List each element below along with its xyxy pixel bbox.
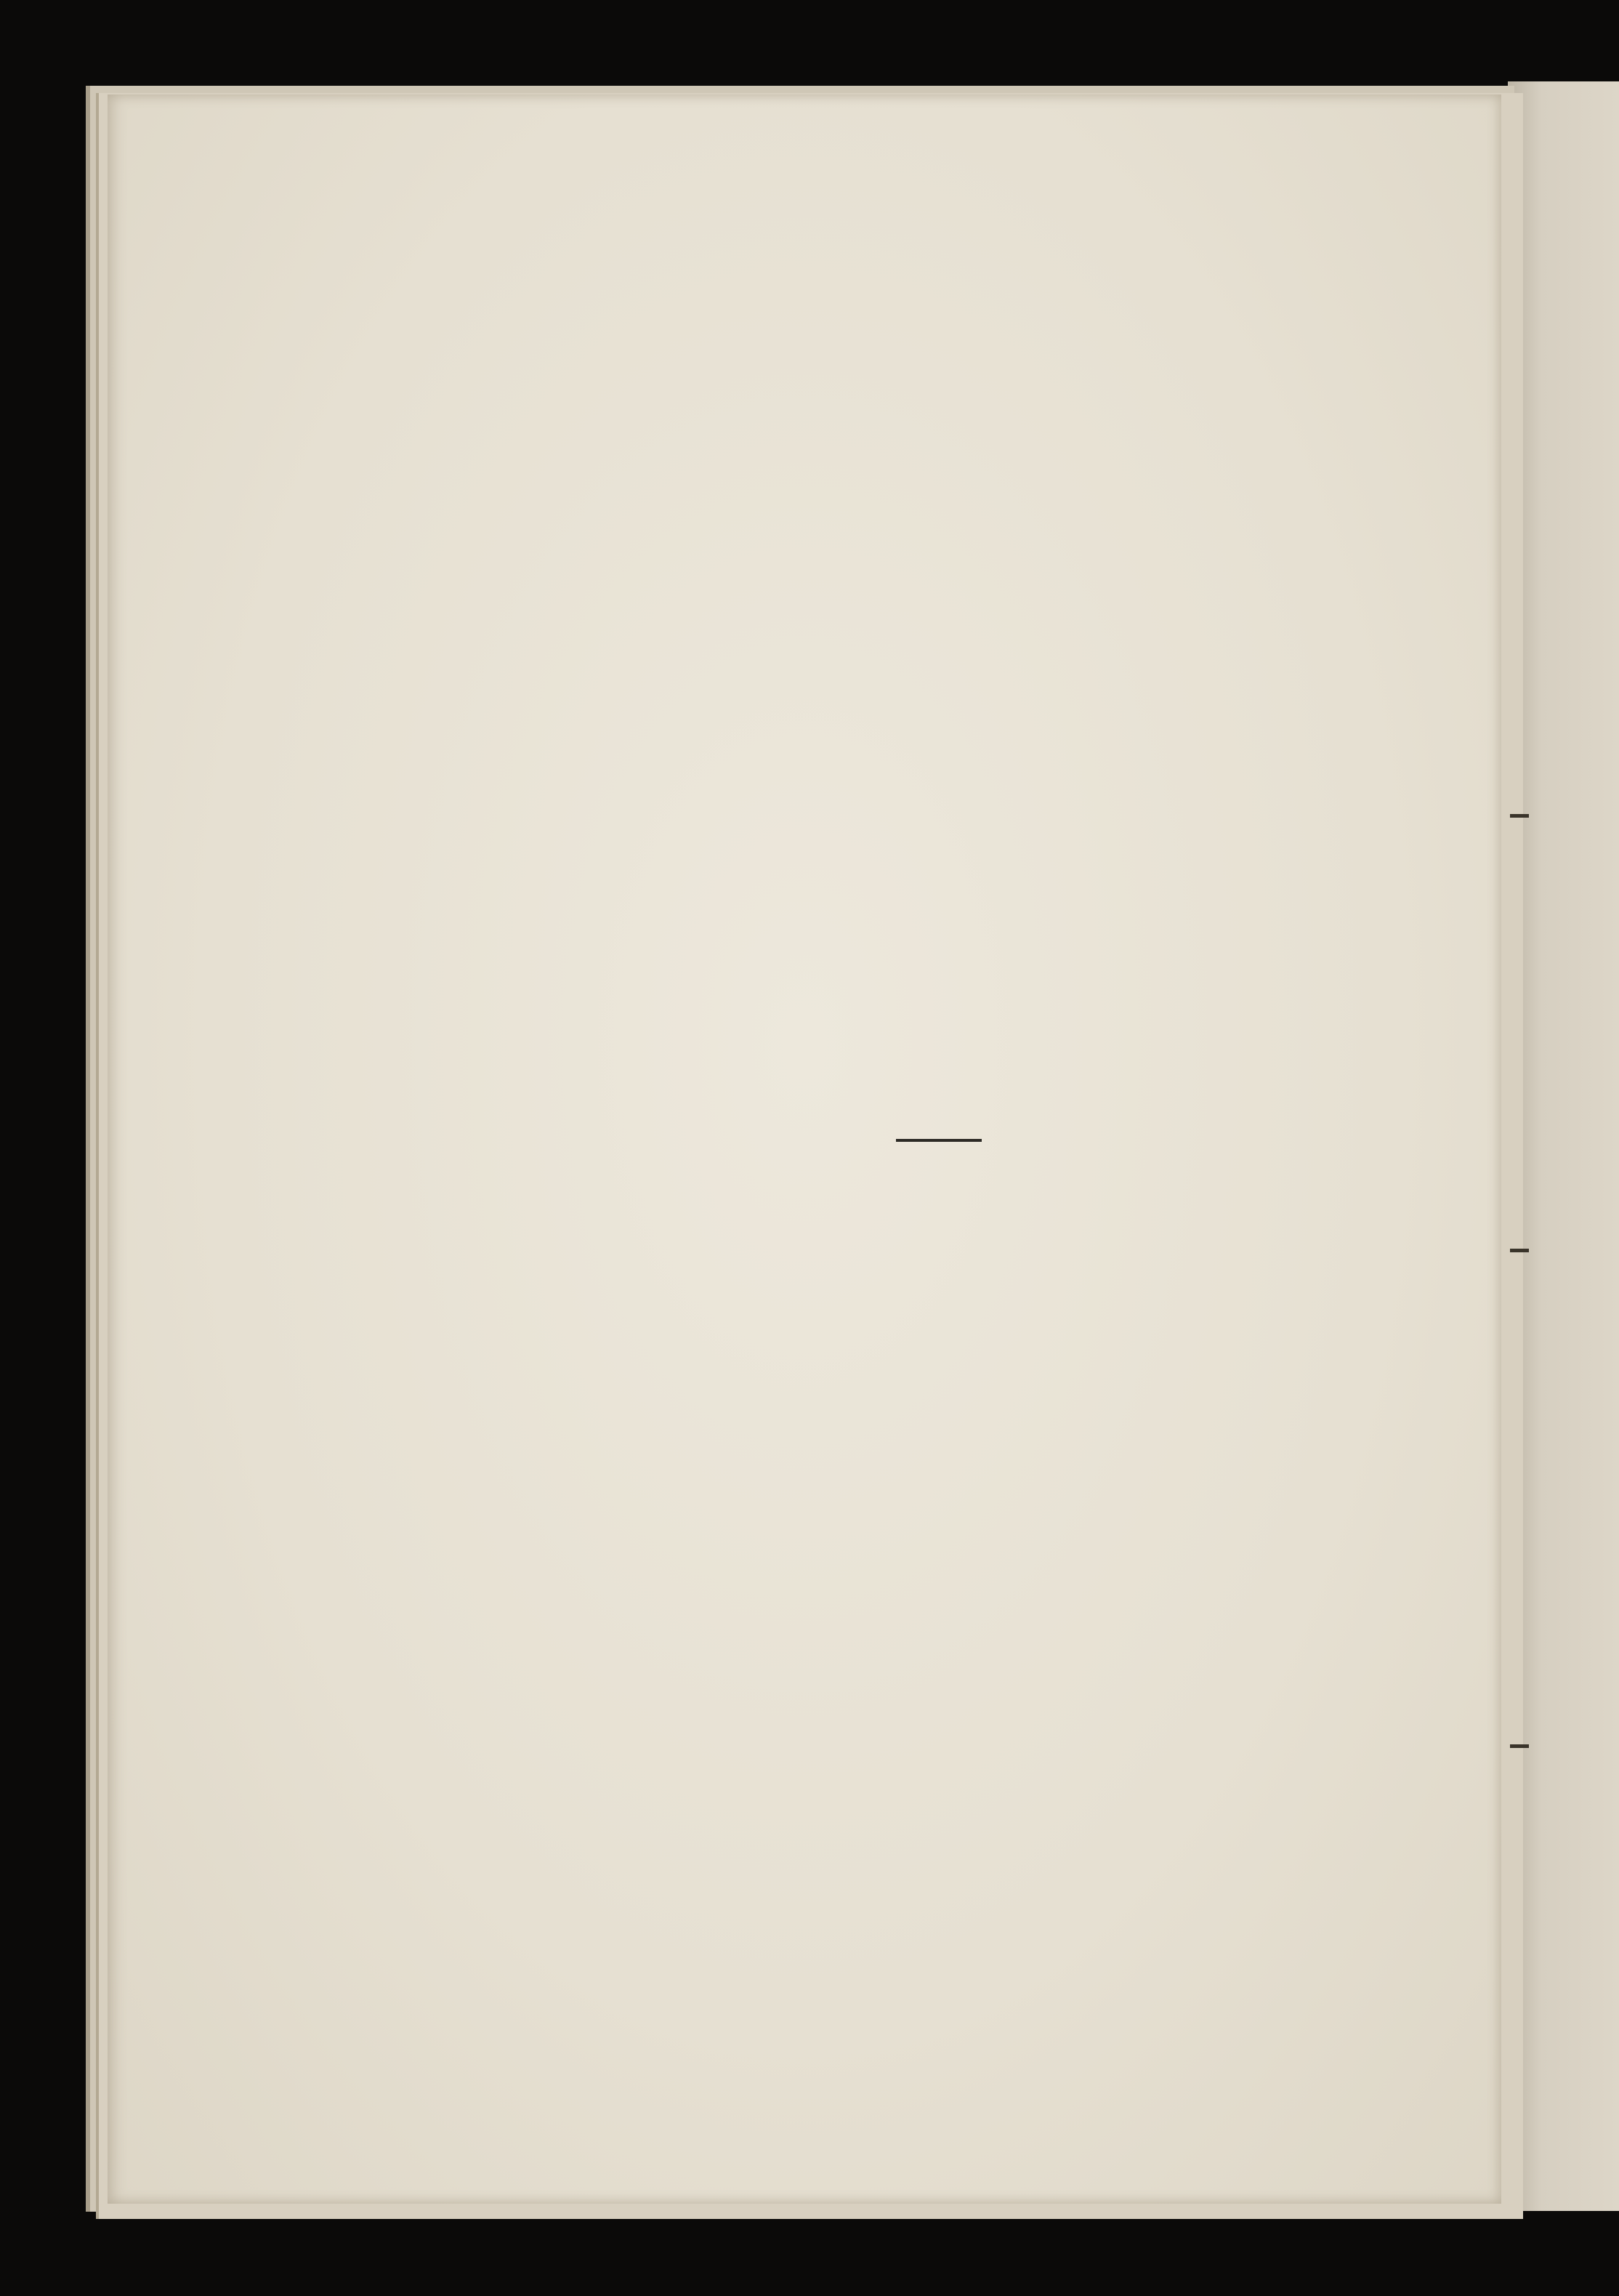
- next-page-edge: [1508, 81, 1619, 2211]
- section-divider: [896, 1139, 982, 1142]
- binding-mark: [1510, 1744, 1529, 1748]
- document-page: [108, 94, 1501, 2204]
- binding-mark: [1510, 1249, 1529, 1252]
- binding-mark: [1510, 814, 1529, 818]
